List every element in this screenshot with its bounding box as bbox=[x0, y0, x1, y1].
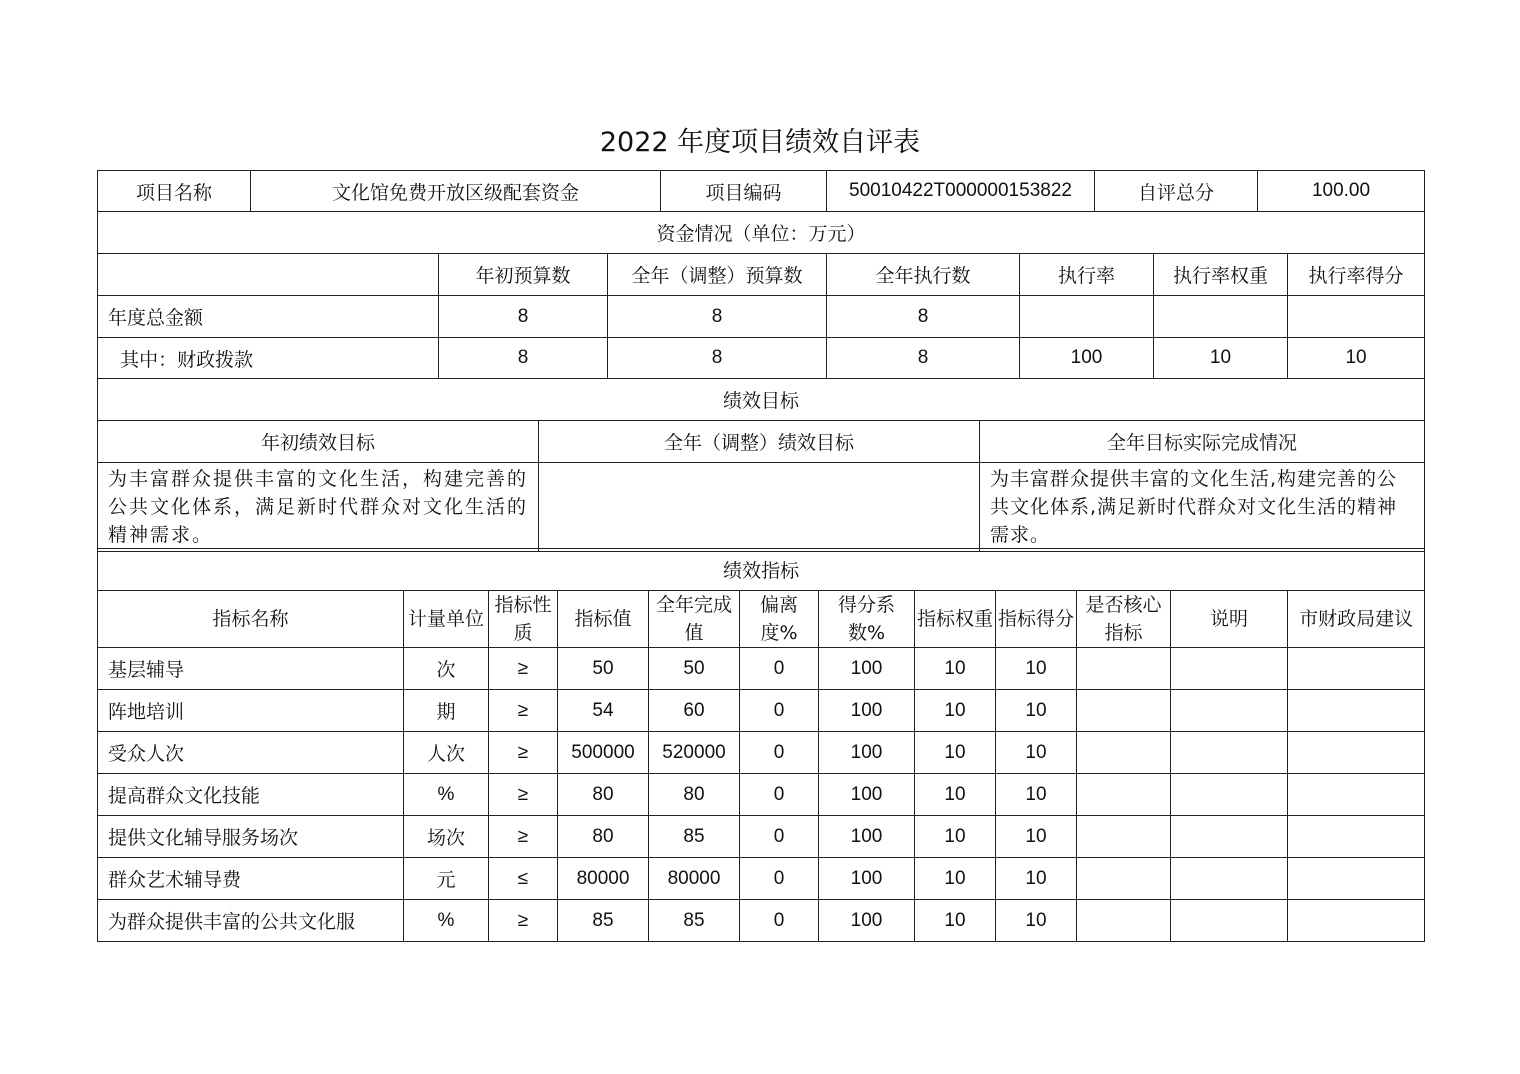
funds-cell: 100 bbox=[1020, 338, 1154, 379]
goals-table bbox=[97, 378, 1425, 552]
funds-header-cell: 全年执行数 bbox=[827, 254, 1020, 296]
self-score: 100.00 bbox=[1258, 171, 1425, 212]
indicator-header-cell: 是否核心指标 bbox=[1077, 591, 1171, 648]
indicator-header-cell: 指标性质 bbox=[489, 591, 558, 648]
indicator-cell: 100 bbox=[819, 858, 915, 900]
goal-header-actual: 全年目标实际完成情况 bbox=[980, 421, 1425, 463]
funds-cell: 8 bbox=[439, 296, 608, 338]
funds-row-label: 年度总金额 bbox=[98, 296, 439, 338]
funds-row bbox=[98, 338, 1425, 379]
indicator-name: 群众艺术辅导费 bbox=[98, 858, 404, 900]
indicator-cell bbox=[1288, 774, 1425, 816]
funds-cell: 10 bbox=[1154, 338, 1288, 379]
indicators-section-title: 绩效指标 bbox=[98, 549, 1425, 591]
indicator-cell: 10 bbox=[996, 732, 1077, 774]
goal-actual-text: 为丰富群众提供丰富的文化生活,构建完善的公共文化体系,满足新时代群众对文化生活的精神需求。 bbox=[980, 463, 1425, 552]
indicator-cell: 80000 bbox=[649, 858, 740, 900]
indicator-cell: % bbox=[404, 774, 489, 816]
indicator-cell: 85 bbox=[558, 900, 649, 942]
funds-table bbox=[97, 211, 1425, 379]
indicator-cell bbox=[1077, 816, 1171, 858]
funds-row bbox=[98, 296, 1425, 338]
indicator-cell: ≥ bbox=[489, 900, 558, 942]
indicator-cell: 520000 bbox=[649, 732, 740, 774]
indicator-cell: 0 bbox=[740, 648, 819, 690]
funds-cell bbox=[1020, 296, 1154, 338]
indicator-header-cell: 偏离度% bbox=[740, 591, 819, 648]
indicator-cell: 0 bbox=[740, 816, 819, 858]
indicator-cell: 54 bbox=[558, 690, 649, 732]
funds-cell bbox=[1154, 296, 1288, 338]
indicator-cell bbox=[1077, 690, 1171, 732]
indicator-cell bbox=[1171, 816, 1288, 858]
indicator-cell: 10 bbox=[996, 816, 1077, 858]
indicator-cell: 期 bbox=[404, 690, 489, 732]
goal-header-initial: 年初绩效目标 bbox=[98, 421, 539, 463]
indicator-cell: 60 bbox=[649, 690, 740, 732]
indicator-cell: 85 bbox=[649, 816, 740, 858]
indicator-name: 提供文化辅导服务场次 bbox=[98, 816, 404, 858]
indicator-row bbox=[98, 648, 1425, 690]
self-score-label: 自评总分 bbox=[1095, 171, 1258, 212]
indicator-header-cell: 指标权重 bbox=[915, 591, 996, 648]
indicator-cell: 10 bbox=[996, 648, 1077, 690]
indicator-cell bbox=[1288, 816, 1425, 858]
indicator-cell: 10 bbox=[915, 774, 996, 816]
indicator-cell: 100 bbox=[819, 816, 915, 858]
funds-cell: 10 bbox=[1288, 338, 1425, 379]
indicator-cell: 10 bbox=[915, 900, 996, 942]
indicator-header-cell: 指标得分 bbox=[996, 591, 1077, 648]
indicator-cell: 100 bbox=[819, 648, 915, 690]
indicator-header-cell: 说明 bbox=[1171, 591, 1288, 648]
indicator-cell: 80 bbox=[558, 816, 649, 858]
indicator-cell: ≤ bbox=[489, 858, 558, 900]
indicator-header-cell: 得分系数% bbox=[819, 591, 915, 648]
funds-header-cell: 执行率权重 bbox=[1154, 254, 1288, 296]
indicator-cell: ≥ bbox=[489, 774, 558, 816]
indicator-name: 基层辅导 bbox=[98, 648, 404, 690]
indicator-cell bbox=[1171, 900, 1288, 942]
project-name: 文化馆免费开放区级配套资金 bbox=[251, 171, 661, 212]
indicator-cell: 人次 bbox=[404, 732, 489, 774]
indicator-cell: ≥ bbox=[489, 690, 558, 732]
indicator-cell bbox=[1288, 858, 1425, 900]
indicator-cell: 50 bbox=[558, 648, 649, 690]
indicator-cell: 10 bbox=[915, 858, 996, 900]
funds-header-cell: 全年（调整）预算数 bbox=[608, 254, 827, 296]
indicator-cell: 10 bbox=[915, 648, 996, 690]
indicator-name: 受众人次 bbox=[98, 732, 404, 774]
indicator-cell: 500000 bbox=[558, 732, 649, 774]
indicator-cell bbox=[1077, 900, 1171, 942]
funds-cell: 8 bbox=[608, 338, 827, 379]
indicator-row bbox=[98, 816, 1425, 858]
indicator-row bbox=[98, 900, 1425, 942]
indicator-name: 为群众提供丰富的公共文化服 bbox=[98, 900, 404, 942]
indicator-cell bbox=[1171, 690, 1288, 732]
indicator-cell: 10 bbox=[915, 816, 996, 858]
indicator-cell bbox=[1077, 648, 1171, 690]
indicator-cell: 10 bbox=[915, 690, 996, 732]
indicator-cell: 场次 bbox=[404, 816, 489, 858]
funds-cell: 8 bbox=[439, 338, 608, 379]
goal-adjusted-text bbox=[539, 463, 980, 552]
project-code-label: 项目编码 bbox=[661, 171, 827, 212]
indicator-cell: ≥ bbox=[489, 648, 558, 690]
indicator-cell bbox=[1288, 900, 1425, 942]
indicator-cell: 85 bbox=[649, 900, 740, 942]
indicator-cell: 0 bbox=[740, 774, 819, 816]
indicator-cell: 元 bbox=[404, 858, 489, 900]
indicator-header-cell: 市财政局建议 bbox=[1288, 591, 1425, 648]
indicator-row bbox=[98, 690, 1425, 732]
indicator-header-cell: 指标值 bbox=[558, 591, 649, 648]
indicator-cell bbox=[1171, 648, 1288, 690]
funds-cell bbox=[1288, 296, 1425, 338]
indicator-cell: 100 bbox=[819, 732, 915, 774]
indicator-cell: 10 bbox=[915, 732, 996, 774]
indicator-cell: ≥ bbox=[489, 816, 558, 858]
indicator-cell: 次 bbox=[404, 648, 489, 690]
goal-header-adjusted: 全年（调整）绩效目标 bbox=[539, 421, 980, 463]
indicator-row bbox=[98, 732, 1425, 774]
goals-section-title: 绩效目标 bbox=[98, 379, 1425, 421]
indicator-name: 提高群众文化技能 bbox=[98, 774, 404, 816]
indicator-cell bbox=[1171, 858, 1288, 900]
indicator-cell bbox=[1288, 690, 1425, 732]
indicator-row bbox=[98, 858, 1425, 900]
indicator-cell: 100 bbox=[819, 774, 915, 816]
indicator-cell bbox=[1171, 732, 1288, 774]
funds-header-cell: 执行率 bbox=[1020, 254, 1154, 296]
indicator-cell: 10 bbox=[996, 690, 1077, 732]
indicator-name: 阵地培训 bbox=[98, 690, 404, 732]
indicator-cell: 100 bbox=[819, 900, 915, 942]
indicator-cell bbox=[1288, 732, 1425, 774]
indicator-row bbox=[98, 774, 1425, 816]
indicator-cell: 80000 bbox=[558, 858, 649, 900]
project-info-table bbox=[97, 170, 1425, 212]
indicator-cell: % bbox=[404, 900, 489, 942]
indicator-cell: 0 bbox=[740, 690, 819, 732]
page-title: 2022 年度项目绩效自评表 bbox=[599, 127, 921, 158]
indicator-cell: 10 bbox=[996, 858, 1077, 900]
indicator-cell bbox=[1077, 774, 1171, 816]
indicator-cell: 0 bbox=[740, 732, 819, 774]
funds-cell: 8 bbox=[827, 338, 1020, 379]
indicator-cell: 10 bbox=[996, 774, 1077, 816]
indicator-header-cell: 计量单位 bbox=[404, 591, 489, 648]
funds-cell: 8 bbox=[827, 296, 1020, 338]
indicator-cell bbox=[1077, 858, 1171, 900]
project-name-label: 项目名称 bbox=[98, 171, 251, 212]
indicator-cell bbox=[1171, 774, 1288, 816]
indicator-cell: 80 bbox=[649, 774, 740, 816]
indicator-cell: 0 bbox=[740, 858, 819, 900]
indicator-cell bbox=[1077, 732, 1171, 774]
project-code: 50010422T000000153822 bbox=[827, 171, 1095, 212]
goal-initial-text: 为丰富群众提供丰富的文化生活，构建完善的公共文化体系，满足新时代群众对文化生活的精神需求。 bbox=[98, 463, 539, 552]
indicator-header-cell: 全年完成值 bbox=[649, 591, 740, 648]
funds-cell: 8 bbox=[608, 296, 827, 338]
indicator-header-cell: 指标名称 bbox=[98, 591, 404, 648]
indicator-cell: 80 bbox=[558, 774, 649, 816]
indicator-cell: 10 bbox=[996, 900, 1077, 942]
indicator-cell: 0 bbox=[740, 900, 819, 942]
indicator-cell: 50 bbox=[649, 648, 740, 690]
indicator-cell bbox=[1288, 648, 1425, 690]
funds-header-cell: 年初预算数 bbox=[439, 254, 608, 296]
funds-row-label: 其中：财政拨款 bbox=[98, 338, 439, 379]
indicators-table bbox=[97, 548, 1425, 942]
indicator-cell: 100 bbox=[819, 690, 915, 732]
funds-section-title: 资金情况（单位：万元） bbox=[98, 212, 1425, 254]
indicator-cell: ≥ bbox=[489, 732, 558, 774]
funds-header-cell: 执行率得分 bbox=[1288, 254, 1425, 296]
funds-header-cell bbox=[98, 254, 439, 296]
